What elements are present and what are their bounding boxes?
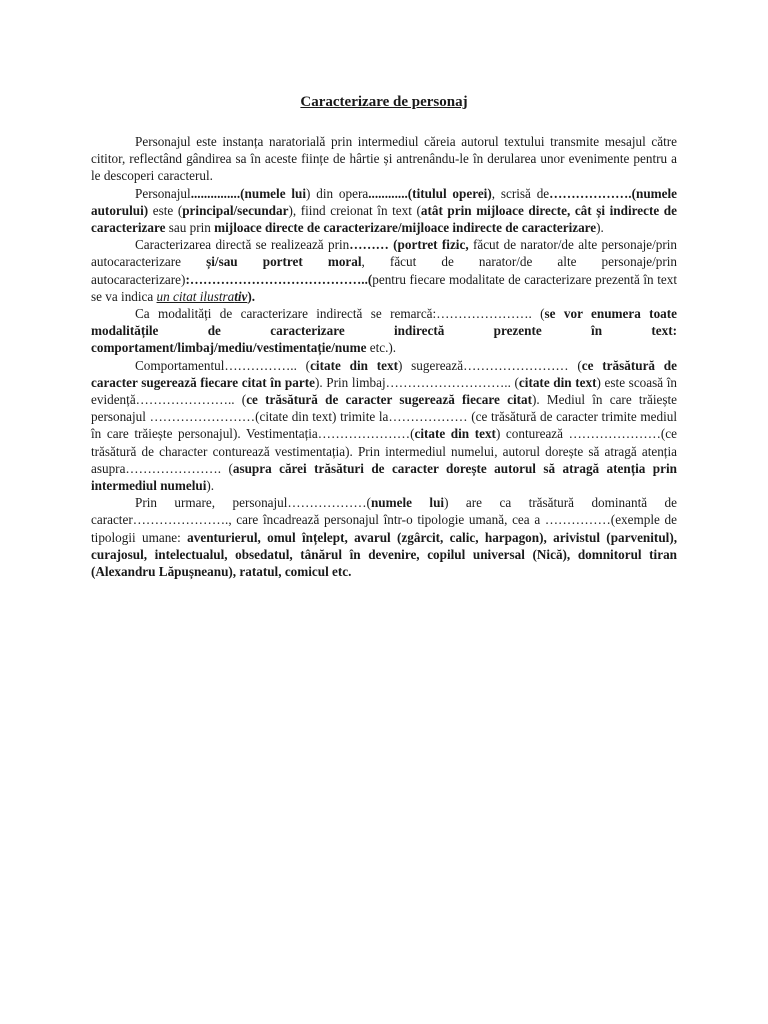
text-run: aventurierul, omul înțelept, avarul (zgârcit, calic, harpagon), arivistul (parvenitul), curajosul, intelectualul, obsedatul, tânărul în devenire, copilul universal (Nică), domnitorul tiran (Alexandru Lăpușneanu), ratatul, comicul etc. [91, 529, 678, 580]
text-run: , făcut de narator/de alte personaje/prin autocaracterizare) [91, 254, 677, 287]
document-title: Caracterizare de personaj [300, 94, 468, 110]
text-run: Ca modalități de caracterizare indirectă se remarcă:…………………. ( [135, 306, 545, 322]
text-run: ), fiind creionat în text ( [288, 202, 421, 218]
text-run: Comportamentul…………….. ( [135, 357, 311, 373]
text-run: numele lui [370, 495, 445, 511]
text-run: ) din opera [306, 185, 369, 201]
text-run: citate din text [310, 357, 398, 373]
text-run: ) conturează …………………(ce trăsătură de character conturează vestimentația). Prin intermediul numelui, autorul dorește să atragă atenția asupra…………………. ( [91, 426, 677, 476]
text-run: se vor enumera toate modalitățile de caracterizare indirectă prezente în text: comportament/limbaj/mediu/vestimentație/nume [91, 306, 677, 356]
text-run: făcut de narator/de alte personaje/prin autocaracterizare [91, 237, 677, 270]
text-run: ……………….(numele autorului) [91, 185, 678, 218]
text-run: și/sau portret moral [206, 254, 362, 270]
text-run: ) este scoasă în evidență………………….. ( [91, 374, 677, 408]
text-run: ) are ca trăsătură dominantă de caracter…………………., care încadrează personajul într-o tipologie umană, cea a ……………(exemple de tipologii umane: [91, 495, 677, 545]
text-run: mijloace directe de caracterizare/mijloace indirecte de caracterizare [214, 220, 597, 236]
text-run: principal/secundar [182, 202, 289, 218]
text-run: ............(titulul operei) [368, 185, 492, 201]
text-run: atât prin mijloace directe, cât și indirecte de caracterizare [91, 202, 677, 236]
text-run: citate din text [518, 374, 597, 390]
paragraph-2 [91, 185, 677, 237]
text-run: , scrisă de [491, 185, 550, 201]
text-run: este ( [148, 202, 183, 218]
paragraph-3 [91, 236, 677, 305]
text-run: Personajul [135, 185, 191, 201]
text-run: tiv [234, 288, 248, 304]
text-run: sau prin [165, 220, 215, 236]
text-run: ……… (portret fizic, [349, 237, 469, 253]
text-run: ). [206, 478, 215, 494]
paragraph-6 [91, 494, 677, 580]
text-run: ) sugerează…………………… ( [397, 357, 582, 373]
text-run: etc.). [366, 340, 397, 356]
text-run: ...............(numele lui [190, 185, 307, 201]
text-run: ). Mediul în care trăiește personajul ……………………(citate din text) trimite la……………… (ce trăsătură de caracter trimite mediul în care trăiește personajul). Vestimentația…………………( [91, 392, 677, 442]
text-run: ce trăsătură de caracter sugerează fiecare citat în parte [91, 357, 677, 390]
text-run: un citat ilustra [156, 288, 235, 304]
text-run: asupra cărei trăsături de caracter dorește autorul să atragă atenția prin intermediul numelui [91, 460, 677, 494]
text-run: Prin urmare, personajul………………( [135, 495, 371, 511]
text-run: ). [247, 288, 256, 304]
text-run: Caracterizarea directă se realizează prin [135, 237, 350, 253]
text-run: pentru fiecare modalitate de caracterizare prezentă în text se va indica [91, 271, 677, 304]
text-run: ). [596, 220, 604, 236]
text-run: Personajul este instanța naratorială prin intermediul căreia autorul textului transmite mesajul către cititor, reflectând gândirea sa în aceste ființe de hârtie și antrenându-le în derularea unor evenimente pentru a le descoperi caracterul. [91, 134, 677, 184]
document-body [91, 133, 677, 580]
paragraph-4 [91, 305, 677, 357]
text-run: :…………………………………..( [185, 271, 373, 287]
paragraph-5 [91, 357, 677, 495]
paragraph-1 [91, 133, 677, 185]
text-run: ce trăsătură de caracter sugerează fiecare citat [246, 392, 532, 408]
text-run: citate din text [414, 426, 496, 442]
text-run: ). Prin limbaj……………………….. ( [314, 374, 519, 390]
